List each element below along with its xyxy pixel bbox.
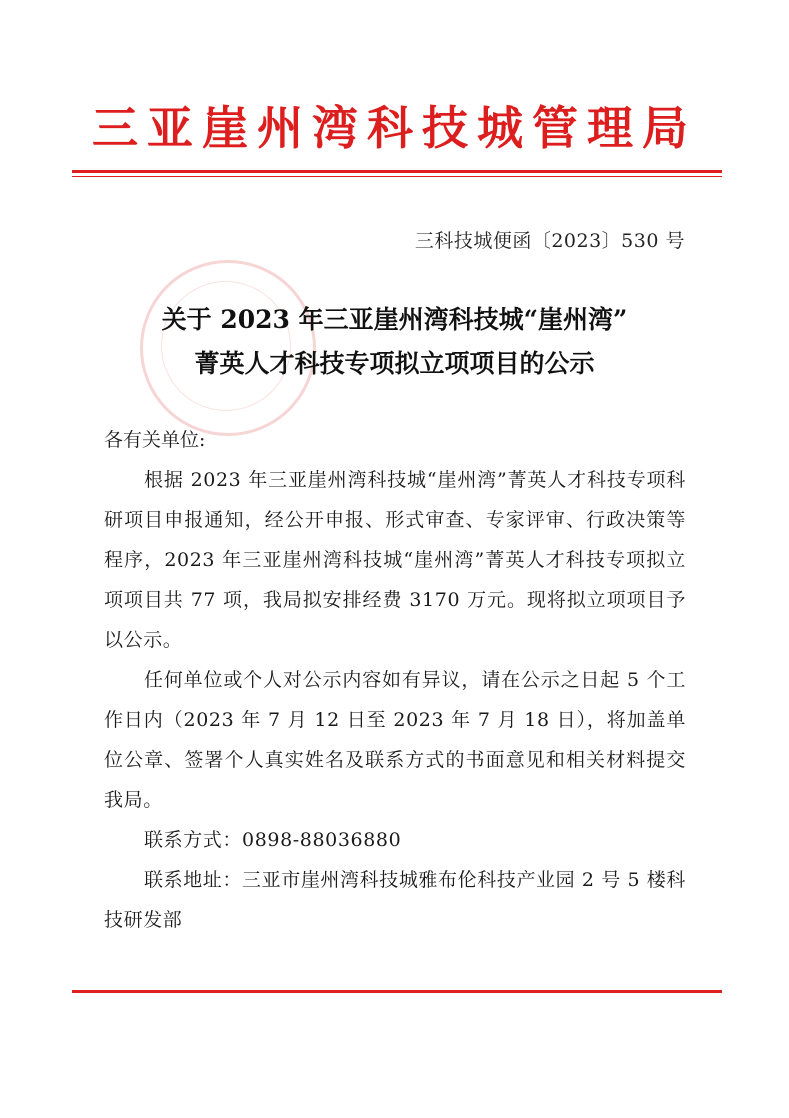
document-title [0, 298, 789, 386]
salutation: 各有关单位: [104, 429, 206, 451]
header-divider-thick [72, 170, 722, 173]
contact-phone: 联系方式：0898-88036880 [144, 829, 402, 851]
issuing-organization-header: 三亚崖州湾科技城管理局 [92, 101, 697, 155]
footer-divider [72, 990, 722, 993]
document-number: 三科技城便函〔2023〕530 号 [414, 230, 685, 252]
paragraph-objection-procedure: 任何单位或个人对公示内容如有异议，请在公示之日起 5 个工作日内（2023 年 7 月 12 日至 2023 年 7 月 18 日），将加盖单位公章、签署个人真实姓名及联系方式的书面意见和相关材料提交我局。 [104, 669, 686, 811]
title-line-1: 关于 2023 年三亚崖州湾科技城“崖州湾” [161, 305, 628, 334]
paragraph-project-approval: 根据 2023 年三亚崖州湾科技城“崖州湾”菁英人才科技专项科研项目申报通知，经公开申报、形式审查、专家评审、行政决策等程序，2023 年三亚崖州湾科技城“崖州湾”菁英人才科技专项拟立项项目共 77 项，我局拟安排经费 3170 万元。现将拟立项项目予以公示。 [104, 469, 686, 651]
header-divider-thin [72, 176, 722, 177]
contact-address: 联系地址：三亚市崖州湾科技城雅布伦科技产业园 2 号 5 楼科技研发部 [104, 869, 686, 931]
title-line-2: 菁英人才科技专项拟立项项目的公示 [194, 349, 595, 378]
